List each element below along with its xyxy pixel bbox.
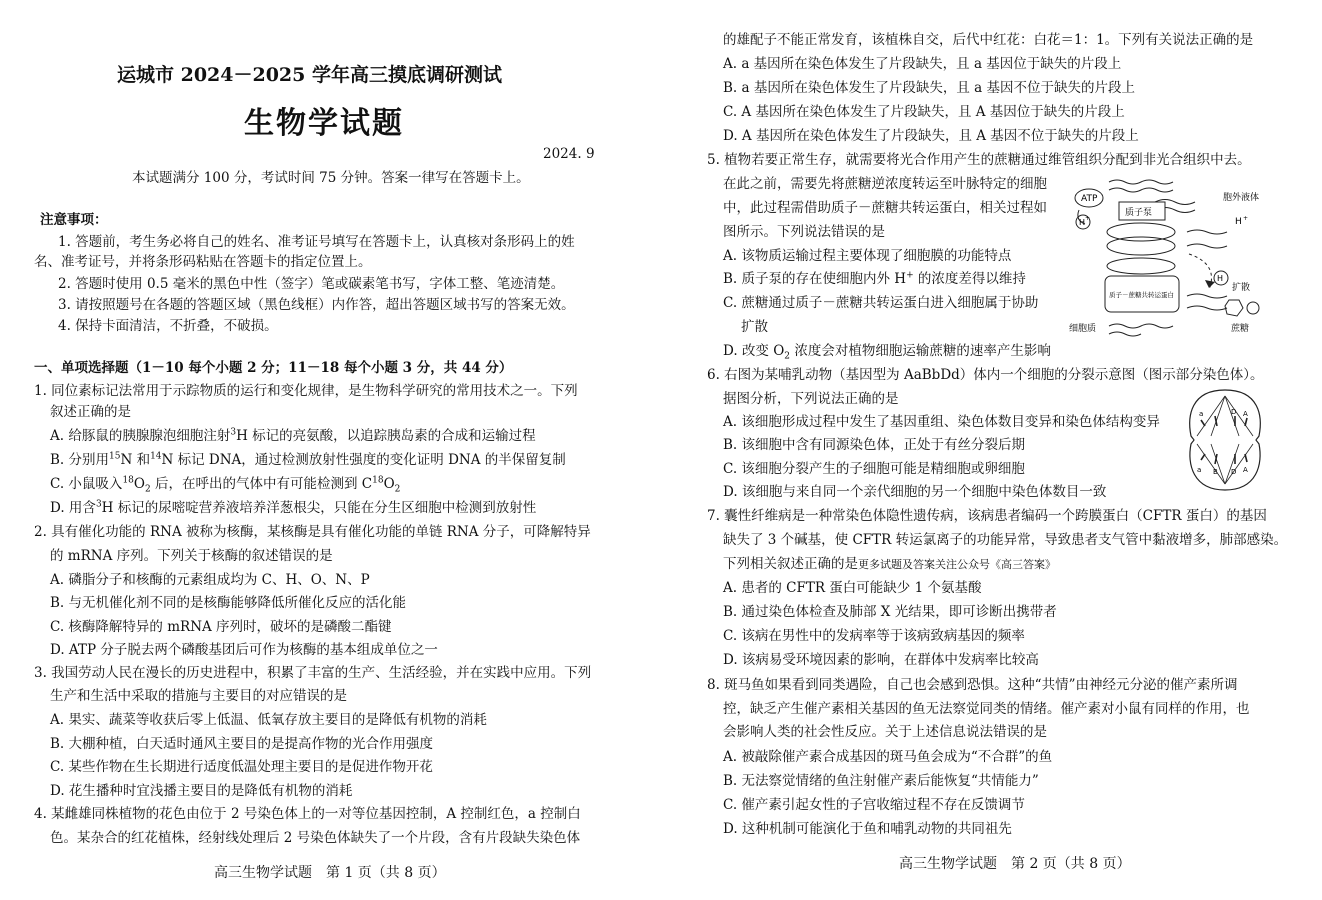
q4-option: C. A 基因所在染色体发生了片段缺失，且 A 基因位于缺失的片段上: [723, 104, 1125, 120]
q5-stem: 5. 植物若要正常生存，就需要将光合作用产生的蔗糖通过维管组织分配到非光合组织中去。: [707, 152, 1251, 168]
q4-stem: 4. 某雌雄同株植物的花色由位于 2 号染色体上的一对等位基因控制，A 控制红色，a 控制白: [34, 806, 581, 822]
q5-stem: 中，此过程需借助质子－蔗糖共转运蛋白，相关过程如: [723, 200, 1047, 216]
notes-title: 注意事项：: [40, 212, 108, 228]
q7-stem: 7. 囊性纤维病是一种常染色体隐性遗传病，该病患者编码一个跨膜蛋白（CFTR 蛋白）的基因: [707, 508, 1267, 524]
q3-option: A. 果实、蔬菜等收获后零上低温、低氧存放主要目的是降低有机物的消耗: [50, 712, 487, 728]
q7-option: D. 该病易受环境因素的影响，在群体中发病率比较高: [723, 652, 1039, 668]
q1-option-d: D. 用含$^3$H 标记的尿嘧啶营养液培养洋葱根尖，只能在分生区细胞中检测到放射性: [50, 499, 537, 516]
gene-label: A: [1243, 410, 1248, 418]
q3-option: B. 大棚种植，白天适时通风主要目的是提高作物的光合作用强度: [50, 736, 434, 752]
q7-stem: 缺失了 3 个碱基，使 CFTR 转运氯离子的功能异常，导致患者支气管中黏液增多，肺部感染。: [723, 532, 1288, 548]
atp-label: ATP: [1081, 194, 1098, 204]
q3-option: D. 花生播种时宜浅播主要目的是降低有机物的消耗: [50, 783, 353, 799]
q8-option: C. 催产素引起女性的子宫收缩过程不存在反馈调节: [723, 797, 1025, 813]
q5-stem: 在此之前，需要先将蔗糖逆浓度转运至叶脉特定的细胞: [723, 176, 1047, 192]
q7-option: C. 该病在男性中的发病率等于该病致病基因的频率: [723, 628, 1025, 644]
q6-stem: 6. 右图为某哺乳动物（基因型为 AaBbDd）体内一个细胞的分裂示意图（图示部分染色体）。: [707, 367, 1264, 383]
q1-option-a: A. 给豚鼠的胰腺腺泡细胞注射$^3$H 标记的亮氨酸，以追踪胰岛素的合成和运输过程: [50, 427, 536, 444]
plus-label: +: [1085, 215, 1091, 222]
note-line: 名、准考证号，并将条形码粘贴在答题卡的指定位置上。: [34, 254, 372, 270]
q2-stem: 的 mRNA 序列。下列关于核酶的叙述错误的是: [50, 548, 333, 564]
gene-label: B: [1213, 468, 1218, 476]
cotransporter-label: 质子－蔗糖共转运蛋白: [1109, 291, 1174, 299]
q8-stem: 控，缺乏产生催产素相关基因的鱼无法察觉同类的情绪。催产素对小鼠有同样的作用，也: [723, 701, 1250, 717]
q8-stem: 会影响人类的社会性反应。关于上述信息说法错误的是: [723, 724, 1047, 740]
q1-option-c: C. 小鼠吸入$^{18}O_2$ 后，在呼出的气体中有可能检测到 $C^{18}O_2$: [50, 475, 401, 495]
q2-stem: 2. 具有催化功能的 RNA 被称为核酶，某核酶是具有催化功能的单链 RNA 分子，可降解特异: [34, 524, 591, 540]
gene-label: a: [1199, 410, 1204, 418]
q4-stem: 色。某杂合的红花植株，经射线处理后 2 号染色体缺失了一个片段，含有片段缺失染色体: [50, 830, 581, 846]
section-heading: 一、单项选择题（1－10 每个小题 2 分；11－18 每个小题 3 分，共 44 分）: [34, 360, 513, 376]
q1-stem: 叙述正确的是: [50, 404, 131, 420]
exam-date: 2024. 9: [543, 146, 595, 162]
page-footer: 高三生物学试题 第 1 页（共 8 页）: [214, 865, 446, 881]
gene-label: a: [1197, 466, 1202, 474]
h-diffuse-label: 扩散: [1232, 283, 1251, 293]
q5-option-a: A. 该物质运输过程主要体现了细胞膜的功能特点: [723, 248, 1012, 264]
note-line: 3. 请按照题号在各题的答题区域（黑色线框）内作答，超出答题区域书写的答案无效。: [58, 297, 575, 313]
hh-label: H: [1235, 217, 1242, 227]
q8-option: A. 被敲除催产素合成基因的斑马鱼会成为“不合群”的鱼: [723, 749, 1053, 765]
note-line: 2. 答题时使用 0.5 毫米的黑色中性（签字）笔或碳素笔书写，字体工整、笔迹清楚。: [58, 276, 565, 292]
q8-option: D. 这种机制可能演化于鱼和哺乳动物的共同祖先: [723, 821, 1012, 837]
q2-option: B. 与无机催化剂不同的是核酶能够降低所催化反应的活化能: [50, 595, 407, 611]
q2-option: D. ATP 分子脱去两个磷酸基团后可作为核酶的基本组成单位之一: [50, 642, 438, 658]
exam-title: 运城市 2024－2025 学年高三摸底调研测试: [117, 64, 502, 86]
q6-stem: 据图分析，下列说法正确的是: [723, 391, 899, 407]
gene-label: D: [1231, 468, 1237, 476]
sucrose-ring: [1247, 302, 1259, 314]
q3-stem: 3. 我国劳动人民在漫长的历史进程中，积累了丰富的生产、生活经验，并在实践中应用。下列: [34, 665, 592, 681]
h-label: H: [1079, 218, 1086, 227]
watermark-text: 更多试题及答案关注公众号《高三答案》: [858, 558, 1056, 571]
q3-option: C. 某些作物在生长期进行适度低温处理主要目的是促进作物开花: [50, 759, 433, 775]
exam-page-2: [661, 0, 1322, 900]
q4-option: B. a 基因所在染色体发生了片段缺失，且 a 基因不位于缺失的片段上: [723, 80, 1135, 96]
q1-option-b: B. 分别用$^{15}$N 和$^{14}$N 标记 DNA，通过检测放射性强度的变化证明 DNA 的半保留复制: [50, 451, 566, 468]
q1-stem: 1. 同位素标记法常用于示踪物质的运行和变化规律，是生物科学研究的常用技术之一。下列: [34, 383, 578, 399]
sucrose-hexagon: [1225, 300, 1243, 316]
q7-option: A. 患者的 CFTR 蛋白可能缺少 1 个氨基酸: [723, 580, 982, 596]
q6-option: C. 该细胞分裂产生的子细胞可能是精细胞或卵细胞: [723, 461, 1025, 477]
q8-stem: 8. 斑马鱼如果看到同类遇险，自己也会感到恐惧。这种“共情”由神经元分泌的催产素所调: [707, 677, 1238, 693]
note-line: 4. 保持卡面清洁，不折叠，不破损。: [58, 318, 278, 334]
h-label: H: [1217, 274, 1224, 283]
q4-stem-cont: 的雄配子不能正常发育，该植株自交，后代中红花：白花＝1：1。下列有关说法正确的是: [723, 32, 1254, 48]
plus-label: +: [1243, 215, 1249, 222]
q7-option: B. 通过染色体检查及肺部 X 光结果，即可诊断出携带者: [723, 604, 1057, 620]
q4-option: A. a 基因所在染色体发生了片段缺失，且 a 基因位于缺失的片段上: [723, 56, 1122, 72]
q5-option-c: C. 蔗糖通过质子－蔗糖共转运蛋白进入细胞属于协助: [723, 295, 1039, 311]
q2-option: A. 磷脂分子和核酶的元素组成均为 C、H、O、N、P: [50, 572, 370, 588]
gene-label: A: [1243, 466, 1248, 474]
q3-stem: 生产和生活中采取的措施与主要目的对应错误的是: [50, 688, 347, 704]
q5-stem: 图所示。下列说法错误的是: [723, 224, 885, 240]
pump-label: 质子泵: [1125, 208, 1153, 218]
proton-sucrose-transport-diagram: [1069, 176, 1279, 338]
q6-option: D. 该细胞与来自同一个亲代细胞的另一个细胞中染色体数目一致: [723, 484, 1107, 500]
note-line: 1. 答题前，考生务必将自己的姓名、准考证号填写在答题卡上，认真核对条形码上的姓: [58, 234, 575, 250]
q6-option: B. 该细胞中含有同源染色体，正处于有丝分裂后期: [723, 437, 1026, 453]
page-footer: 高三生物学试题 第 2 页（共 8 页）: [899, 856, 1131, 872]
q5-option-b: B. 质子泵的存在使细胞内外 H+ 的浓度差得以维持: [723, 270, 1026, 287]
cytoplasm-label: 细胞质: [1069, 324, 1097, 334]
sucrose-label: 蔗糖: [1231, 324, 1250, 334]
q5-option-d: D. 改变 $O_2$ 浓度会对植物细胞运输蔗糖的速率产生影响: [723, 343, 1051, 362]
q4-option: D. A 基因所在染色体发生了片段缺失，且 A 基因不位于缺失的片段上: [723, 128, 1139, 144]
q7-stem: 下列相关叙述正确的是更多试题及答案关注公众号《高三答案》: [723, 556, 1056, 572]
q2-option: C. 核酶降解特异的 mRNA 序列时，破坏的是磷酸二酯键: [50, 619, 392, 635]
q6-option: A. 该细胞形成过程中发生了基因重组、染色体数目变异和染色体结构变异: [723, 414, 1160, 430]
q8-option: B. 无法察觉情绪的鱼注射催产素后能恢复“共情能力”: [723, 773, 1039, 789]
outside-label: 胞外液体: [1223, 193, 1260, 203]
cell-division-diagram: [1181, 386, 1269, 494]
q5-option-c: 扩散: [741, 319, 768, 335]
subject-title: 生物学试题: [244, 106, 404, 141]
gene-label: D: [1231, 408, 1237, 416]
exam-intro: 本试题满分 100 分，考试时间 75 分钟。答案一律写在答题卡上。: [132, 170, 530, 186]
